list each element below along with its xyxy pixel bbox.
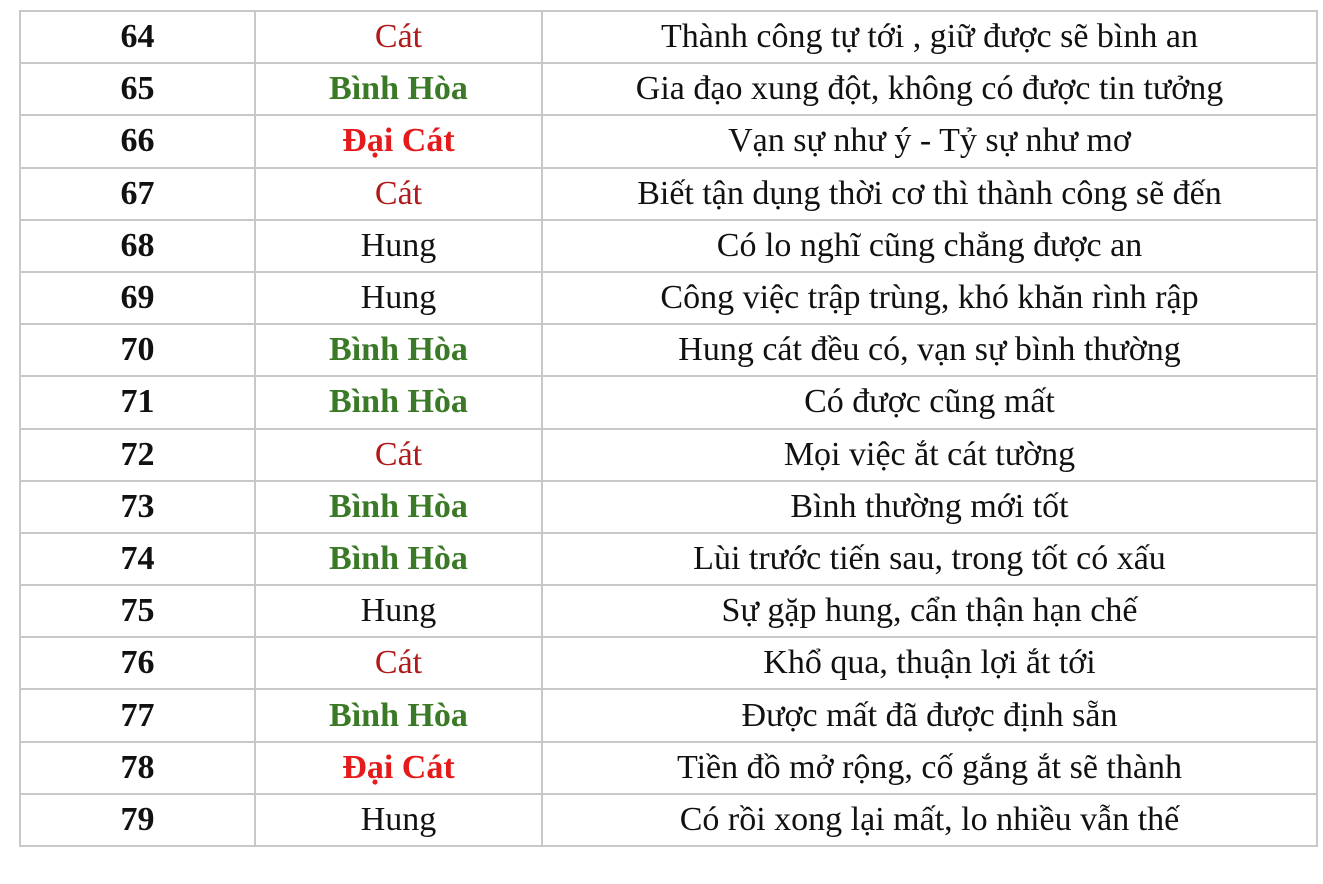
- row-rating: Cát: [255, 637, 542, 689]
- row-rating: Cát: [255, 429, 542, 481]
- row-meaning: Sự gặp hung, cẩn thận hạn chế: [542, 585, 1317, 637]
- table-row: [20, 637, 1317, 689]
- row-meaning: Biết tận dụng thời cơ thì thành công sẽ đến: [542, 168, 1317, 220]
- row-rating: Bình Hòa: [255, 689, 542, 741]
- table-body: [20, 11, 1317, 846]
- row-rating: Cát: [255, 11, 542, 63]
- row-meaning: Có lo nghĩ cũng chẳng được an: [542, 220, 1317, 272]
- row-meaning: Gia đạo xung đột, không có được tin tưởng: [542, 63, 1317, 115]
- row-meaning: Bình thường mới tốt: [542, 481, 1317, 533]
- fortune-table-container: [19, 10, 1316, 847]
- row-number: 76: [20, 637, 255, 689]
- row-number: 73: [20, 481, 255, 533]
- row-meaning: Hung cát đều có, vạn sự bình thường: [542, 324, 1317, 376]
- table-row: [20, 11, 1317, 63]
- table-row: [20, 481, 1317, 533]
- row-number: 70: [20, 324, 255, 376]
- row-number: 75: [20, 585, 255, 637]
- row-rating: Đại Cát: [255, 115, 542, 167]
- table-row: [20, 794, 1317, 846]
- table-row: [20, 168, 1317, 220]
- row-rating: Bình Hòa: [255, 324, 542, 376]
- row-meaning: Có được cũng mất: [542, 376, 1317, 428]
- row-rating: Hung: [255, 794, 542, 846]
- row-meaning: Vạn sự như ý - Tỷ sự như mơ: [542, 115, 1317, 167]
- fortune-table: [19, 10, 1318, 847]
- row-number: 68: [20, 220, 255, 272]
- row-number: 66: [20, 115, 255, 167]
- row-rating: Hung: [255, 272, 542, 324]
- table-row: [20, 742, 1317, 794]
- row-number: 69: [20, 272, 255, 324]
- row-number: 77: [20, 689, 255, 741]
- row-rating: Hung: [255, 220, 542, 272]
- row-meaning: Công việc trập trùng, khó khăn rình rập: [542, 272, 1317, 324]
- table-row: [20, 220, 1317, 272]
- row-number: 74: [20, 533, 255, 585]
- table-row: [20, 429, 1317, 481]
- table-row: [20, 533, 1317, 585]
- row-number: 67: [20, 168, 255, 220]
- row-number: 64: [20, 11, 255, 63]
- row-number: 72: [20, 429, 255, 481]
- row-rating: Bình Hòa: [255, 481, 542, 533]
- row-meaning: Được mất đã được định sẵn: [542, 689, 1317, 741]
- row-rating: Hung: [255, 585, 542, 637]
- row-meaning: Lùi trước tiến sau, trong tốt có xấu: [542, 533, 1317, 585]
- row-rating: Bình Hòa: [255, 533, 542, 585]
- row-number: 71: [20, 376, 255, 428]
- table-row: [20, 324, 1317, 376]
- row-number: 65: [20, 63, 255, 115]
- table-row: [20, 585, 1317, 637]
- table-row: [20, 689, 1317, 741]
- row-number: 79: [20, 794, 255, 846]
- row-rating: Cát: [255, 168, 542, 220]
- table-row: [20, 376, 1317, 428]
- row-number: 78: [20, 742, 255, 794]
- row-meaning: Mọi việc ắt cát tường: [542, 429, 1317, 481]
- row-meaning: Có rồi xong lại mất, lo nhiều vẫn thế: [542, 794, 1317, 846]
- table-row: [20, 115, 1317, 167]
- row-meaning: Tiền đồ mở rộng, cố gắng ắt sẽ thành: [542, 742, 1317, 794]
- row-meaning: Khổ qua, thuận lợi ắt tới: [542, 637, 1317, 689]
- row-rating: Bình Hòa: [255, 63, 542, 115]
- row-rating: Đại Cát: [255, 742, 542, 794]
- table-row: [20, 63, 1317, 115]
- row-rating: Bình Hòa: [255, 376, 542, 428]
- row-meaning: Thành công tự tới , giữ được sẽ bình an: [542, 11, 1317, 63]
- table-row: [20, 272, 1317, 324]
